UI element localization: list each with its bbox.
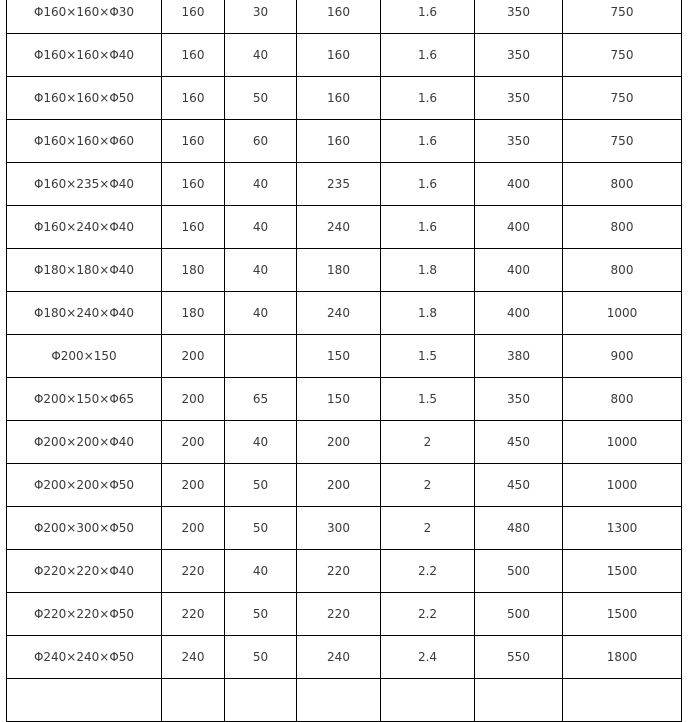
cell-model (7, 679, 162, 722)
cell-col-5: 1.6 (381, 163, 475, 206)
cell-col-3: 60 (225, 120, 297, 163)
cell-col-7: 1500 (563, 550, 682, 593)
cell-col-6: 400 (475, 163, 563, 206)
cell-col-2: 200 (162, 507, 225, 550)
cell-col-6: 350 (475, 0, 563, 34)
cell-col-5: 1.6 (381, 77, 475, 120)
cell-model: Φ200×150×Φ65 (7, 378, 162, 421)
cell-col-6: 550 (475, 636, 563, 679)
cell-col-3: 50 (225, 593, 297, 636)
cell-col-2: 200 (162, 464, 225, 507)
cell-col-7: 1000 (563, 421, 682, 464)
cell-col-4: 240 (297, 636, 381, 679)
cell-col-4: 200 (297, 421, 381, 464)
cell-col-4: 200 (297, 464, 381, 507)
cell-col-4: 160 (297, 77, 381, 120)
cell-col-7: 800 (563, 249, 682, 292)
cell-col-7: 750 (563, 77, 682, 120)
cell-col-3: 40 (225, 206, 297, 249)
cell-col-4: 150 (297, 378, 381, 421)
cell-model: Φ160×160×Φ50 (7, 77, 162, 120)
cell-col-6: 450 (475, 464, 563, 507)
cell-col-6: 500 (475, 593, 563, 636)
cell-model: Φ160×160×Φ30 (7, 0, 162, 34)
cell-col-4: 300 (297, 507, 381, 550)
cell-col-2: 180 (162, 249, 225, 292)
cell-col-3: 40 (225, 34, 297, 77)
cell-model: Φ180×180×Φ40 (7, 249, 162, 292)
cell-col-5: 2 (381, 421, 475, 464)
cell-col-5: 2 (381, 464, 475, 507)
cell-col-7: 1500 (563, 593, 682, 636)
cell-col-7: 750 (563, 120, 682, 163)
cell-col-5: 1.6 (381, 206, 475, 249)
cell-col-2: 160 (162, 77, 225, 120)
cell-col-5: 1.6 (381, 120, 475, 163)
cell-col-2: 160 (162, 163, 225, 206)
cell-col-3 (225, 679, 297, 722)
cell-col-5: 2.4 (381, 636, 475, 679)
cell-col-5: 1.6 (381, 34, 475, 77)
table-row (7, 206, 682, 249)
cell-col-7: 1000 (563, 464, 682, 507)
cell-col-7: 1300 (563, 507, 682, 550)
cell-col-3 (225, 335, 297, 378)
cell-col-6: 480 (475, 507, 563, 550)
cell-model: Φ200×200×Φ40 (7, 421, 162, 464)
cell-model: Φ160×240×Φ40 (7, 206, 162, 249)
cell-model: Φ200×150 (7, 335, 162, 378)
cell-col-7: 800 (563, 163, 682, 206)
cell-col-3: 50 (225, 636, 297, 679)
cell-col-4: 235 (297, 163, 381, 206)
cell-col-3: 30 (225, 0, 297, 34)
cell-col-2: 160 (162, 206, 225, 249)
cell-model: Φ180×240×Φ40 (7, 292, 162, 335)
cell-col-3: 40 (225, 249, 297, 292)
table-row (7, 464, 682, 507)
cell-col-6: 350 (475, 77, 563, 120)
cell-col-6: 380 (475, 335, 563, 378)
cell-model: Φ160×235×Φ40 (7, 163, 162, 206)
cell-col-3: 40 (225, 163, 297, 206)
cell-col-4 (297, 679, 381, 722)
table-row (7, 120, 682, 163)
cell-col-2: 160 (162, 0, 225, 34)
table-row (7, 163, 682, 206)
cell-col-6: 350 (475, 120, 563, 163)
cell-col-2 (162, 679, 225, 722)
cell-model: Φ220×220×Φ40 (7, 550, 162, 593)
cell-col-2: 160 (162, 34, 225, 77)
table-row (7, 249, 682, 292)
table-row (7, 378, 682, 421)
cell-col-3: 65 (225, 378, 297, 421)
cell-model: Φ200×200×Φ50 (7, 464, 162, 507)
cell-col-6: 400 (475, 249, 563, 292)
cell-col-5: 1.8 (381, 249, 475, 292)
cell-col-6: 500 (475, 550, 563, 593)
cell-col-7: 750 (563, 34, 682, 77)
cell-col-2: 220 (162, 593, 225, 636)
table-row (7, 421, 682, 464)
cell-col-5: 1.5 (381, 335, 475, 378)
cell-col-2: 200 (162, 421, 225, 464)
table-row (7, 550, 682, 593)
table-row (7, 636, 682, 679)
cell-col-2: 200 (162, 335, 225, 378)
cell-col-7: 1000 (563, 292, 682, 335)
cell-col-4: 160 (297, 120, 381, 163)
cell-col-4: 160 (297, 34, 381, 77)
cell-model: Φ160×160×Φ40 (7, 34, 162, 77)
table-row (7, 679, 682, 722)
cell-col-2: 160 (162, 120, 225, 163)
cell-col-7: 800 (563, 206, 682, 249)
cell-col-4: 220 (297, 593, 381, 636)
cell-col-7: 800 (563, 378, 682, 421)
cell-col-4: 150 (297, 335, 381, 378)
cell-col-5: 2.2 (381, 593, 475, 636)
table-row (7, 507, 682, 550)
table-row (7, 335, 682, 378)
cell-model: Φ240×240×Φ50 (7, 636, 162, 679)
cell-col-5: 1.8 (381, 292, 475, 335)
cell-col-5: 1.6 (381, 0, 475, 34)
cell-col-4: 180 (297, 249, 381, 292)
cell-col-7 (563, 679, 682, 722)
cell-col-3: 40 (225, 292, 297, 335)
cell-col-6: 450 (475, 421, 563, 464)
cell-col-7: 900 (563, 335, 682, 378)
cell-col-3: 40 (225, 550, 297, 593)
cell-col-4: 240 (297, 206, 381, 249)
table-row (7, 34, 682, 77)
cell-col-2: 240 (162, 636, 225, 679)
cell-col-2: 180 (162, 292, 225, 335)
cell-col-7: 750 (563, 0, 682, 34)
cell-col-6 (475, 679, 563, 722)
cell-col-2: 220 (162, 550, 225, 593)
cell-col-4: 240 (297, 292, 381, 335)
table-row (7, 0, 682, 34)
table-row (7, 292, 682, 335)
cell-col-3: 50 (225, 77, 297, 120)
spec-table (6, 0, 682, 722)
cell-col-7: 1800 (563, 636, 682, 679)
cell-model: Φ160×160×Φ60 (7, 120, 162, 163)
cell-col-6: 350 (475, 34, 563, 77)
cell-col-4: 160 (297, 0, 381, 34)
cell-col-6: 400 (475, 206, 563, 249)
table-row (7, 77, 682, 120)
cell-model: Φ220×220×Φ50 (7, 593, 162, 636)
cell-col-3: 40 (225, 421, 297, 464)
cell-col-5: 2 (381, 507, 475, 550)
cell-col-6: 400 (475, 292, 563, 335)
cell-col-5: 2.2 (381, 550, 475, 593)
cell-col-4: 220 (297, 550, 381, 593)
cell-col-6: 350 (475, 378, 563, 421)
cell-col-5: 1.5 (381, 378, 475, 421)
table-row (7, 593, 682, 636)
cell-model: Φ200×300×Φ50 (7, 507, 162, 550)
cell-col-5 (381, 679, 475, 722)
cell-col-3: 50 (225, 507, 297, 550)
cell-col-3: 50 (225, 464, 297, 507)
cell-col-2: 200 (162, 378, 225, 421)
